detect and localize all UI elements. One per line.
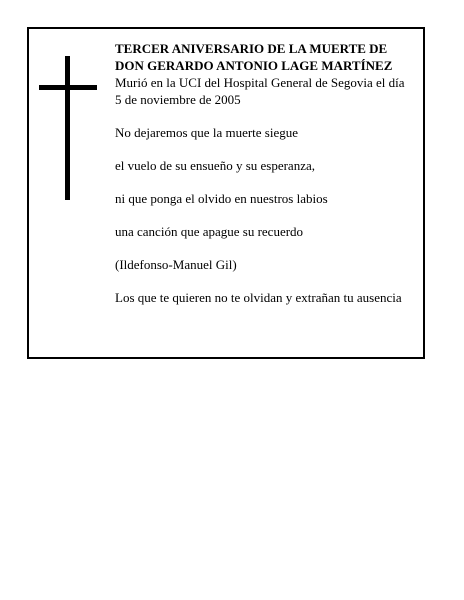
poem-line-1: No dejaremos que la muerte siegue <box>115 125 299 140</box>
heading-line-2: DON GERARDO ANTONIO LAGE MARTÍNEZ <box>115 58 393 73</box>
closing-line: Los que te quieren no te olvidan y extrañan tu ausencia <box>115 290 402 305</box>
heading-line-1: TERCER ANIVERSARIO DE LA MUERTE DE <box>115 41 388 56</box>
poem-line-2: el vuelo de su ensueño y su esperanza, <box>115 158 315 173</box>
notice-content <box>115 40 420 306</box>
obituary-notice <box>27 27 425 359</box>
poem-author: (Ildefonso-Manuel Gil) <box>115 257 237 272</box>
poem-line-3: ni que ponga el olvido en nuestros labios <box>115 191 328 206</box>
cross-vertical-bar <box>65 56 70 200</box>
death-info-line-2: 5 de noviembre de 2005 <box>115 92 241 107</box>
death-info-line-1: Murió en la UCI del Hospital General de Segovia el día <box>115 75 405 90</box>
cross-horizontal-bar <box>39 85 97 90</box>
cross-icon <box>39 56 99 200</box>
poem-line-4: una canción que apague su recuerdo <box>115 224 304 239</box>
